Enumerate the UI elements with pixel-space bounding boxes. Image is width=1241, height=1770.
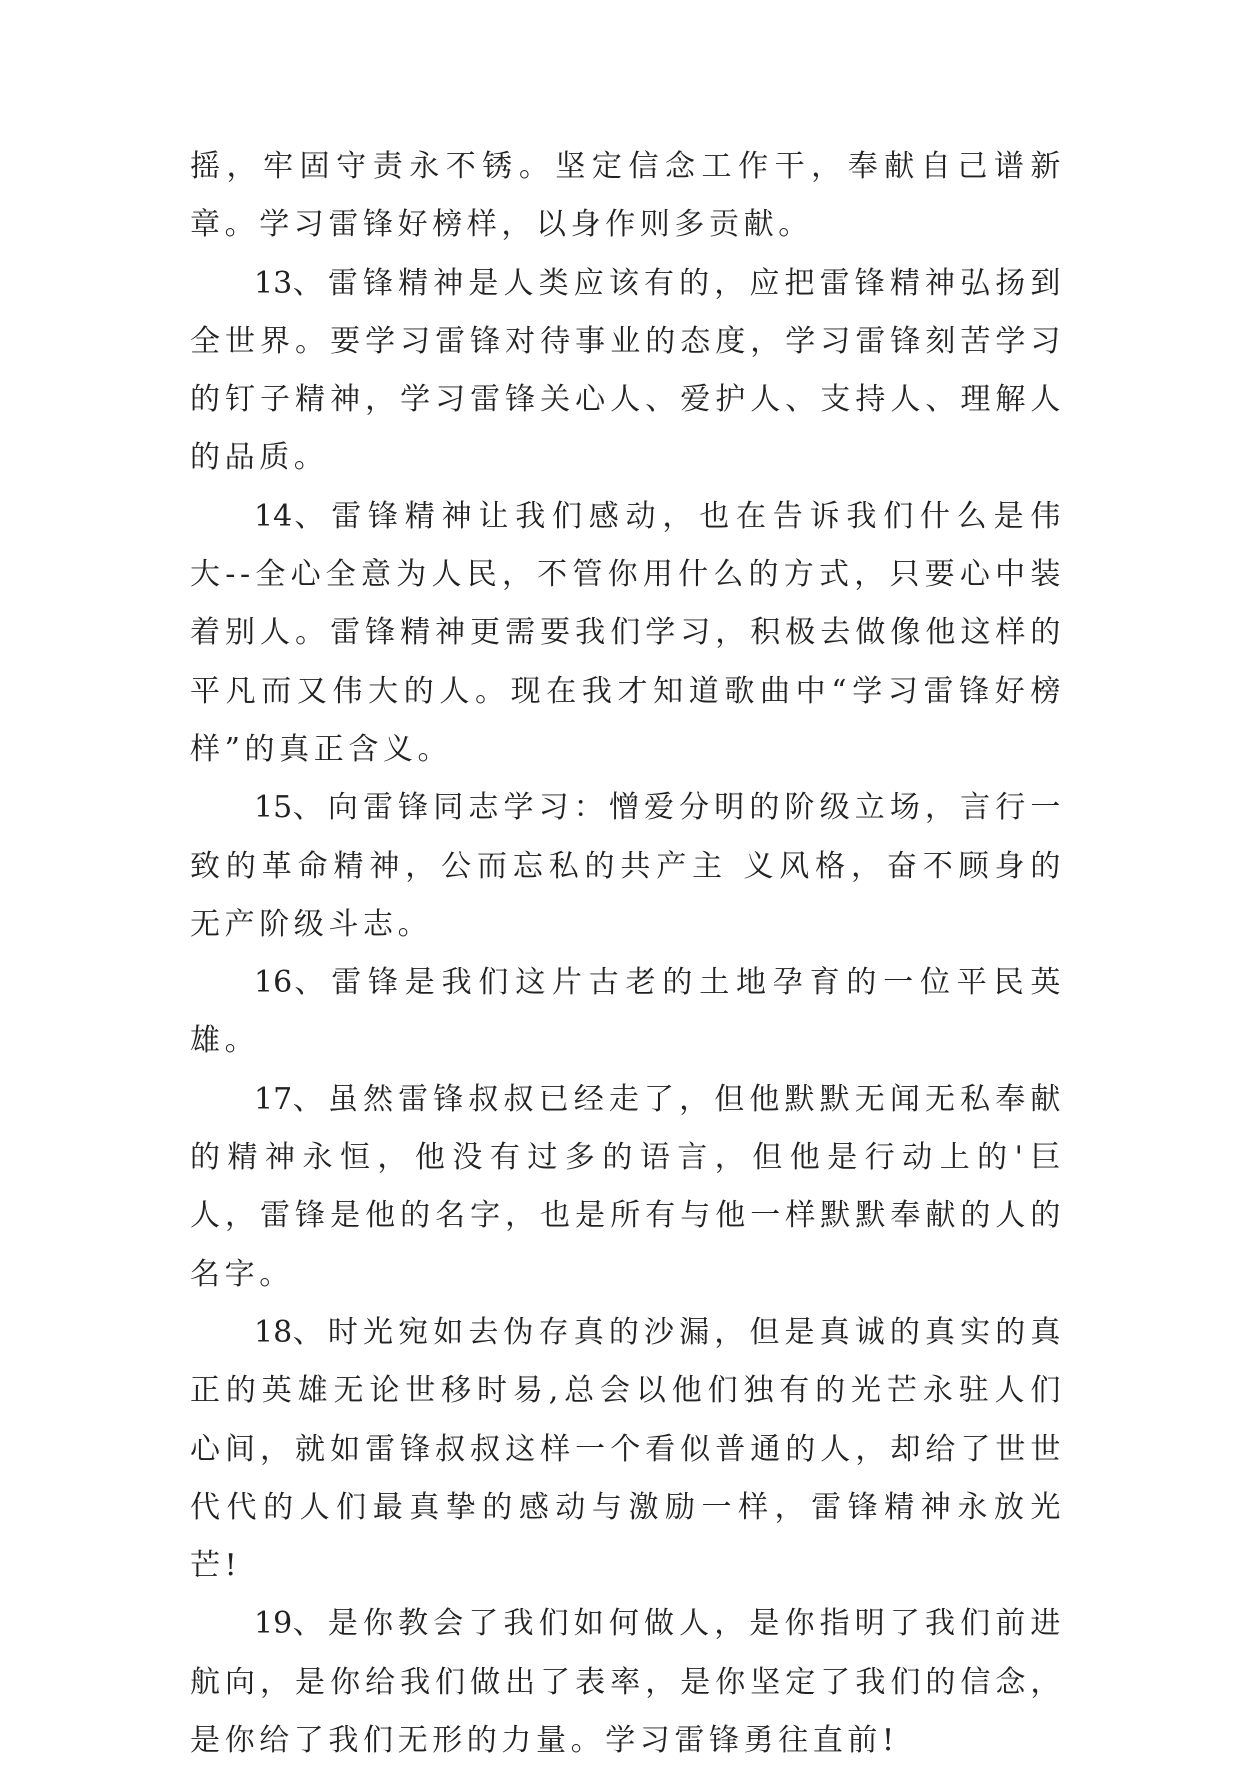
paragraph-continuation [190,138,1065,255]
paragraph-13 [190,255,1065,488]
paragraph-19 [190,1595,1065,1770]
paragraph-text: 、雷锋精神是人类应该有的，应把雷锋精神弘扬到全世界。要学习雷锋对待事业的态度，学习雷锋刻苦学习的钉子精神，学习雷锋关心人、爱护人、支持人、理解人的品质。 [190,265,1065,476]
paragraph-number: 19 [254,1606,293,1642]
document-page [190,138,1065,1770]
paragraph-17 [190,1071,1065,1304]
paragraph-number: 17 [254,1081,293,1117]
paragraph-text: 、时光宛如去伪存真的沙漏，但是真诚的真实的真正的英雄无论世移时易,总会以他们独有的光芒永驻人们心间，就如雷锋叔叔这样一个看似普通的人，却给了世世代代的人们最真挚的感动与激励一样，雷锋精神永放光芒! [190,1314,1065,1584]
paragraph-18 [190,1304,1065,1595]
paragraph-text: 、是你教会了我们如何做人，是你指明了我们前进航向，是你给我们做出了表率，是你坚定了我们的信念，是你给了我们无形的力量。学习雷锋勇往直前! [190,1606,1065,1759]
paragraph-number: 15 [254,790,293,826]
paragraph-text: 摇，牢固守责永不锈。坚定信念工作干，奉献自己谱新章。学习雷锋好榜样，以身作则多贡献。 [190,149,1065,243]
paragraph-15 [190,779,1065,954]
paragraph-number: 13 [254,265,293,301]
paragraph-number: 16 [254,965,293,1001]
paragraph-14 [190,488,1065,779]
paragraph-text: 、虽然雷锋叔叔已经走了，但他默默无闻无私奉献的精神永恒，他没有过多的语言，但他是行动上的'巨人，雷锋是他的名字，也是所有与他一样默默奉献的人的名字。 [190,1081,1065,1292]
paragraph-text: 、雷锋精神让我们感动，也在告诉我们什么是伟大--全心全意为人民，不管你用什么的方式，只要心中装着别人。雷锋精神更需要我们学习，积极去做像他这样的平凡而又伟大的人。现在我才知道歌曲中“学习雷锋好榜样”的真正含义。 [190,498,1065,767]
paragraph-text: 、向雷锋同志学习：憎爱分明的阶级立场，言行一致的革命精神，公而忘私的共产主 义风格，奋不顾身的无产阶级斗志。 [190,790,1065,942]
paragraph-number: 18 [254,1314,293,1350]
paragraph-text: 、雷锋是我们这片古老的土地孕育的一位平民英雄。 [190,965,1065,1059]
paragraph-16 [190,954,1065,1071]
paragraph-number: 14 [254,498,293,534]
